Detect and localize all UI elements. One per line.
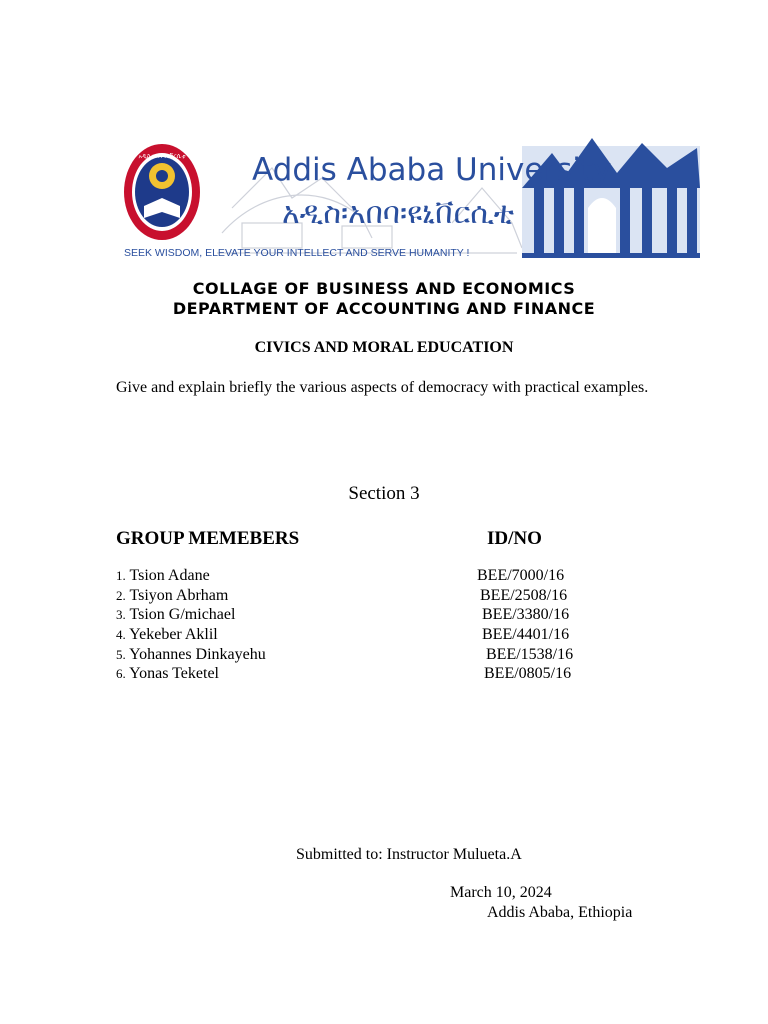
member-name: Tsion G/michael: [129, 606, 236, 623]
department-name: DEPARTMENT OF ACCOUNTING AND FINANCE: [172, 299, 596, 318]
submitted-to: Submitted to: Instructor Mulueta.A: [296, 846, 522, 863]
member-row: [116, 664, 219, 684]
university-logo-banner: [122, 128, 708, 268]
member-id: BEE/2508/16: [480, 587, 568, 604]
member-row: [116, 586, 228, 606]
member-id: BEE/7000/16: [477, 567, 565, 584]
university-name: Addis Ababa University: [252, 152, 612, 188]
university-name-amharic: አዲስ፡አበባ፡ዩኒቨርሲቲ: [282, 196, 515, 231]
assignment-question: Give and explain briefly the various aspects of democracy with practical examples.: [116, 379, 649, 396]
course-title: CIVICS AND MORAL EDUCATION: [254, 339, 514, 356]
seal-amharic-text: አዲስ አበባ ዩኒቨርሲቲ: [138, 154, 186, 160]
member-number: 5.: [116, 647, 126, 662]
section-label: Section 3: [348, 483, 420, 504]
member-row: [116, 645, 266, 665]
member-name: Yekeber Aklil: [129, 626, 218, 643]
member-row: [116, 605, 235, 625]
member-id: BEE/0805/16: [484, 665, 572, 682]
member-number: 6.: [116, 666, 126, 681]
college-name: COLLAGE OF BUSINESS AND ECONOMICS: [192, 279, 576, 298]
university-motto: SEEK WISDOM, ELEVATE YOUR INTELLECT AND SERVE HUMANITY !: [124, 247, 470, 259]
submission-place: Addis Ababa, Ethiopia: [487, 904, 633, 921]
member-name: Tsion Adane: [129, 567, 210, 584]
member-row: [116, 566, 210, 586]
university-seal: [124, 144, 200, 240]
member-id: BEE/4401/16: [482, 626, 570, 643]
member-row: [116, 625, 218, 645]
members-header: GROUP MEMEBERS: [116, 528, 300, 549]
member-name: Yohannes Dinkayehu: [129, 646, 266, 663]
member-number: 4.: [116, 627, 126, 642]
member-id: BEE/1538/16: [486, 646, 574, 663]
member-number: 1.: [116, 568, 126, 583]
member-id: BEE/3380/16: [482, 606, 570, 623]
member-number: 2.: [116, 588, 126, 603]
member-name: Tsiyon Abrham: [129, 587, 229, 604]
member-name: Yonas Teketel: [129, 665, 219, 682]
submission-date: March 10, 2024: [450, 884, 552, 901]
member-number: 3.: [116, 607, 126, 622]
id-header: ID/NO: [487, 528, 542, 549]
